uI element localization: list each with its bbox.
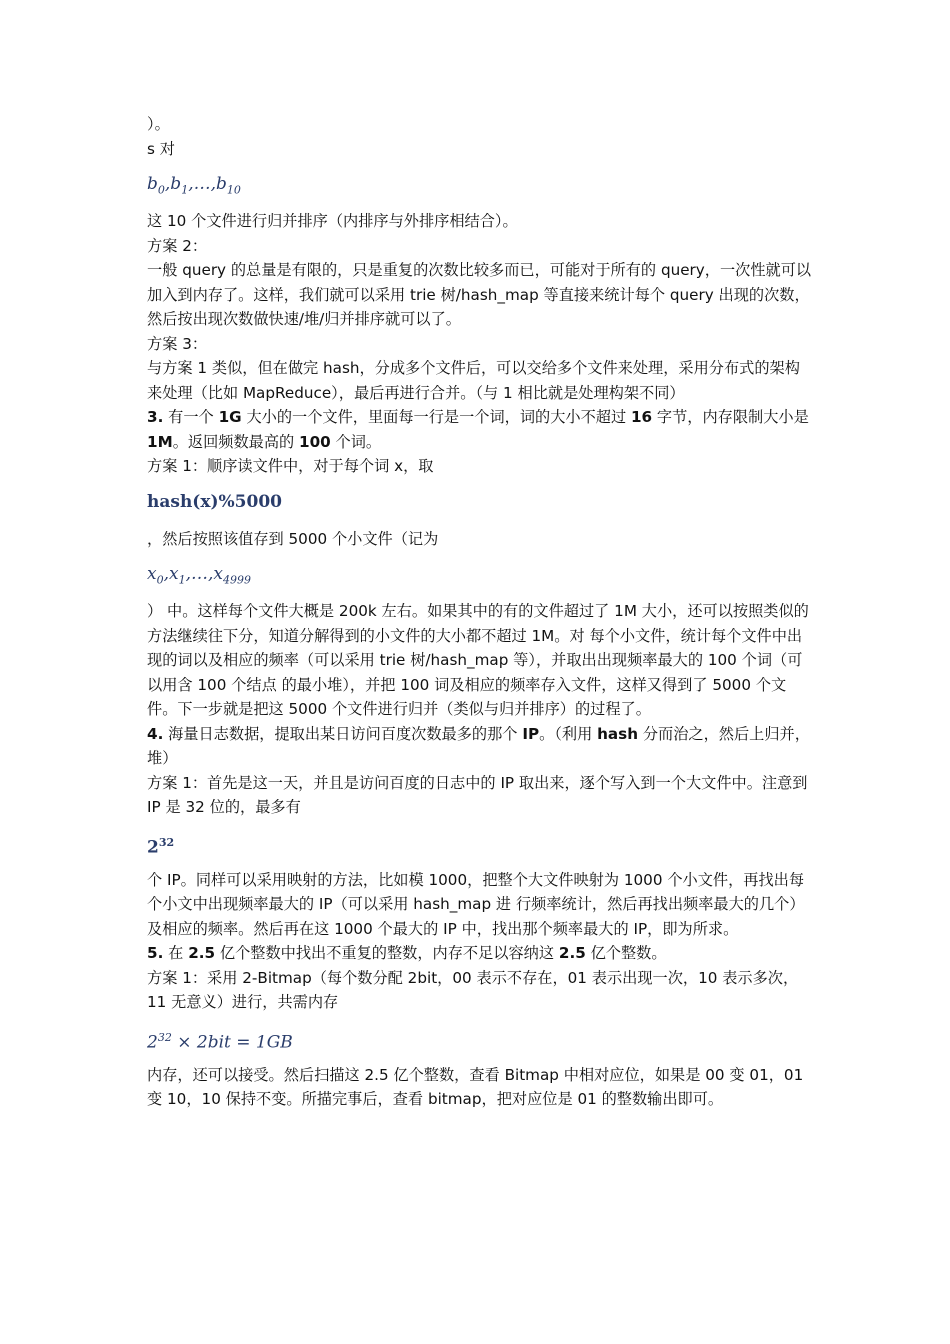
paragraph: 方案 1：顺序读文件中，对于每个词 x，取 — [147, 457, 434, 475]
paragraph: 方案 3： — [147, 334, 208, 353]
paragraph: ）。 — [147, 115, 170, 133]
paragraph: 方案 2： — [147, 236, 208, 255]
paragraph: s 对 — [147, 139, 175, 158]
paragraph: 一般 query 的总量是有限的，只是重复的次数比较多而已，可能对于所有的 query，一次性就可以加入到内存了。这样，我们就可以采用 trie 树/hash_map 等直接来统计每个 query 出现的次数，然后按出现次数做快速/堆/归并排序就可以了。 — [147, 261, 812, 328]
paragraph: ，然后按照该值存到 5000 个小文件（记为 — [147, 529, 439, 548]
paragraph: 方案 1：采用 2-Bitmap（每个数分配 2bit，00 表示不存在，01 表示出现一次，10 表示多次，11 无意义）进行，共需内存 — [147, 968, 799, 1011]
paragraph: 与方案 1 类似，但在做完 hash，分成多个文件后，可以交给多个文件来处理，采用分布式的架构来处理（比如 MapReduce），最后再进行合并。（与 1 相比就是处理构架不同） — [147, 359, 800, 402]
heading-5: 5. 在 2.5 亿个整数中找出不重复的整数，内存不足以容纳这 2.5 亿个整数。 — [147, 944, 667, 962]
paragraph: ） 中。这样每个文件大概是 200k 左右。如果其中的有的文件超过了 1M 大小，还可以按照类似的方法继续往下分，知道分解得到的小文件的大小都不超过 1M。对 每个小文件，统计每个文件中出现的词以及相应的频率（可以采用 trie 树/hash_map 等），并取出出现频率最大的 100 个词（可以用含 100 个结点 的最小堆），并把 100 词及相应的频率存入文件，这样又得到了 5000 个文件。下一步就是把这 5000 个文件进行归并（类似与归并排序）的过程了。 — [147, 602, 809, 718]
paragraph: 这 10 个文件进行归并排序（内排序与外排序相结合）。 — [147, 212, 518, 230]
paragraph: 内存，还可以接受。然后扫描这 2.5 亿个整数，查看 Bitmap 中相对应位，如果是 00 变 01，01 变 10，10 保持不变。所描完事后，查看 bitmap，把对应位是 01 的整数输出即可。 — [147, 1065, 804, 1108]
paragraph: 个 IP。同样可以采用映射的方法，比如模 1000，把整个大文件映射为 1000 个小文件，再找出每个小文中出现频率最大的 IP（可以采用 hash_map 进 行频率统计，然后再找出频率最大的几个）及相应的频率。然后再在这 1000 个最大的 IP 中，找出那个频率最大的 IP，即为所求。 — [147, 870, 805, 938]
paragraph: 方案 1：首先是这一天，并且是访问百度的日志中的 IP 取出来，逐个写入到一个大文件中。注意到 IP 是 32 位的，最多有 — [147, 773, 808, 816]
formula-x-sequence: $x_0,x_1,\dots,x_{4999}$ — [147, 564, 251, 587]
document-body — [147, 112, 812, 1112]
heading-4: 4. 海量日志数据，提取出某日访问百度次数最多的那个 IP。（利用 hash 分而治之，然后上归并，堆） — [147, 724, 810, 767]
formula-power: $2^{32}$ — [147, 835, 175, 858]
formula-memory: $2^{32} \times 2bit = 1GB$ — [147, 1030, 293, 1053]
heading-3: 3. 有一个 1G 大小的一个文件，里面每一行是一个词，词的大小不超过 16 字节，内存限制大小是 1M。返回频数最高的 100 个词。 — [147, 408, 809, 451]
formula-b-sequence: $b_0,b_1,\dots,b_{10}$ — [147, 174, 241, 197]
formula-hash-mod: hash(x)%5000 — [147, 491, 282, 512]
